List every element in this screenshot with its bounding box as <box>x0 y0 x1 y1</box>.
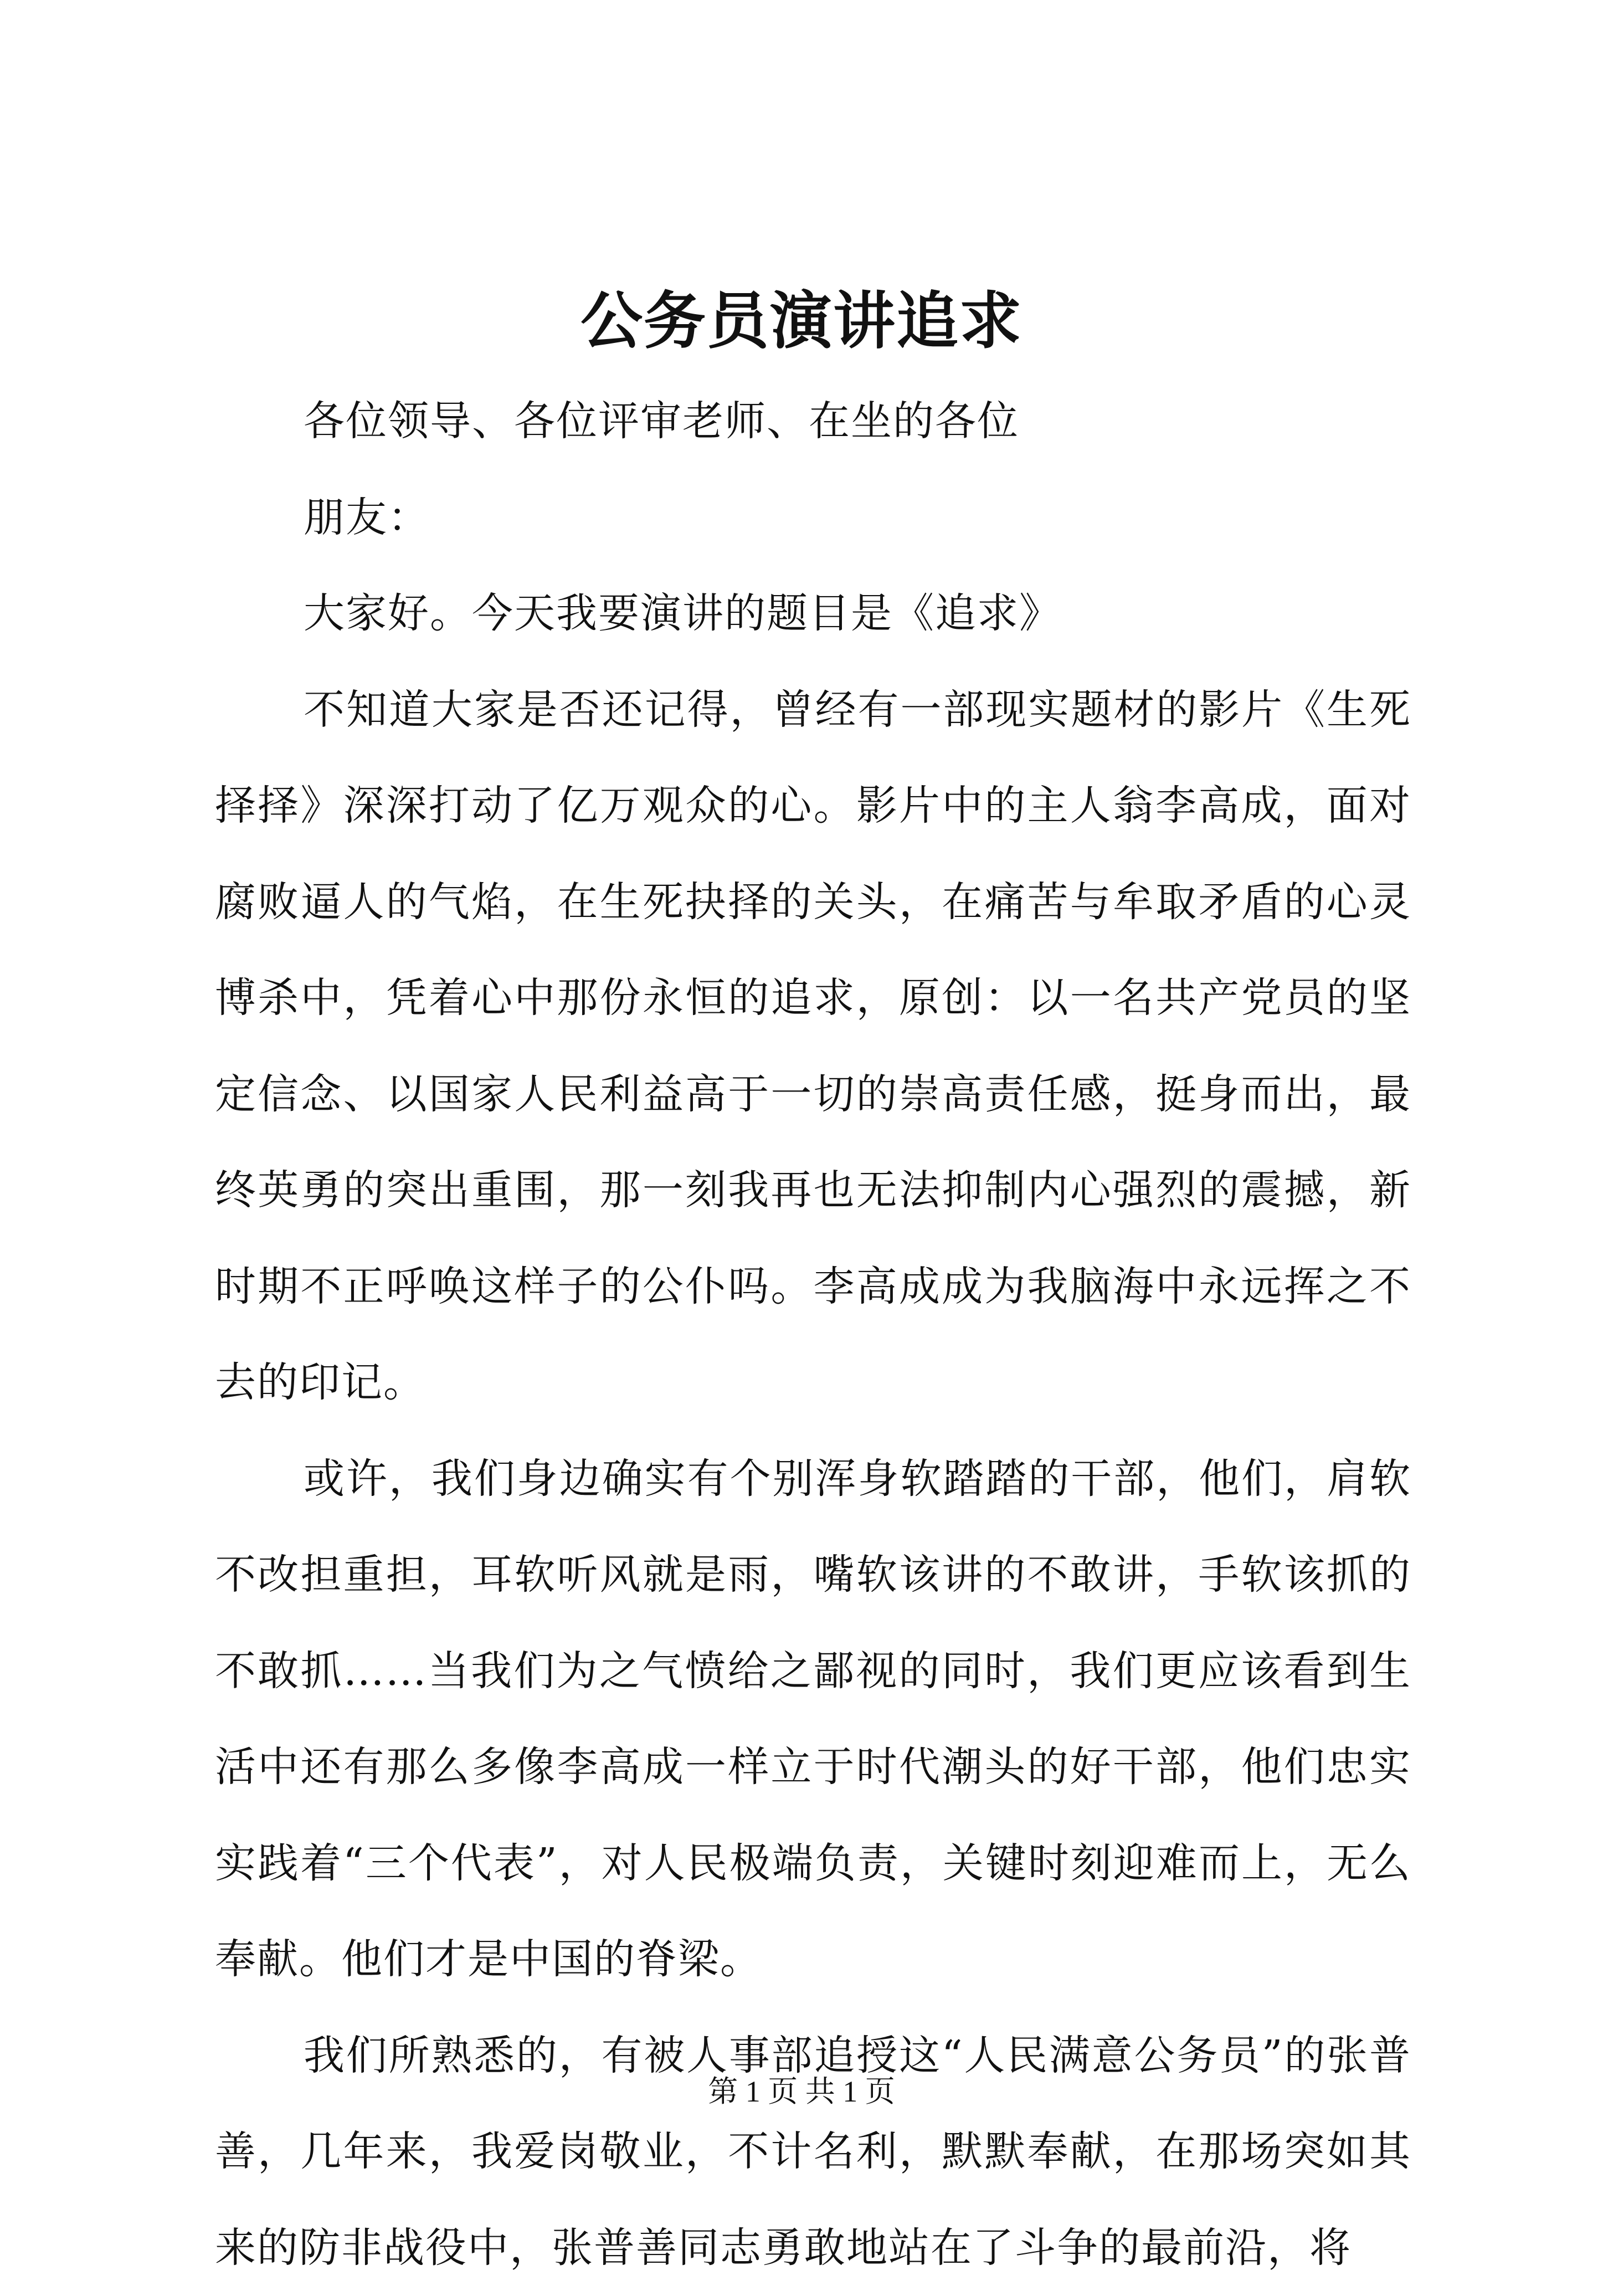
paragraph-greeting: 大家好。今天我要演讲的题目是《追求》 <box>215 566 1411 662</box>
paragraph-body-2: 或许，我们身边确实有个别浑身软踏踏的干部，他们，肩软不改担重担，耳软听风就是雨，嘴软该讲的不敢讲，手软该抓的不敢抓……当我们为之气愤给之鄙视的同时，我们更应该看到生活中还有那么多像李高成一样立于时代潮头的好干部，他们忠实实践着“三个代表”，对人民极端负责，关键时刻迎难而上，无么奉献。他们才是中国的脊梁。 <box>215 1431 1411 2008</box>
paragraph-salutation-1: 各位领导、各位评审老师、在坐的各位 <box>215 373 1411 470</box>
page-footer: 第 1 页 共 1 页 <box>0 2069 1603 2114</box>
paragraph-body-1: 不知道大家是否还记得，曾经有一部现实题材的影片《生死择择》深深打动了亿万观众的心。影片中的主人翁李高成，面对腐败逼人的气焰，在生死抉择的关头，在痛苦与牟取矛盾的心灵博杀中，凭着心中那份永恒的追求，原创：以一名共产党员的坚定信念、以国家人民利益高于一切的崇高责任感，挺身而出，最终英勇的突出重围，那一刻我再也无法抑制内心强烈的震撼，新时期不正呼唤这样子的公仆吗。李高成成为我脑海中永远挥之不去的印记。 <box>215 662 1411 1431</box>
paragraph-body-3: 我们所熟悉的，有被人事部追授这“人民满意公务员”的张普善，几年来，我爱岗敬业，不计名利，默默奉献，在那场突如其来的防非战役中，张普善同志勇敢地站在了斗争的最前沿，将 <box>215 2008 1411 2296</box>
document-title: 公务员演讲追求 <box>0 280 1603 363</box>
paragraph-salutation-2: 朋友： <box>215 470 1411 566</box>
document-body <box>215 373 1411 2296</box>
